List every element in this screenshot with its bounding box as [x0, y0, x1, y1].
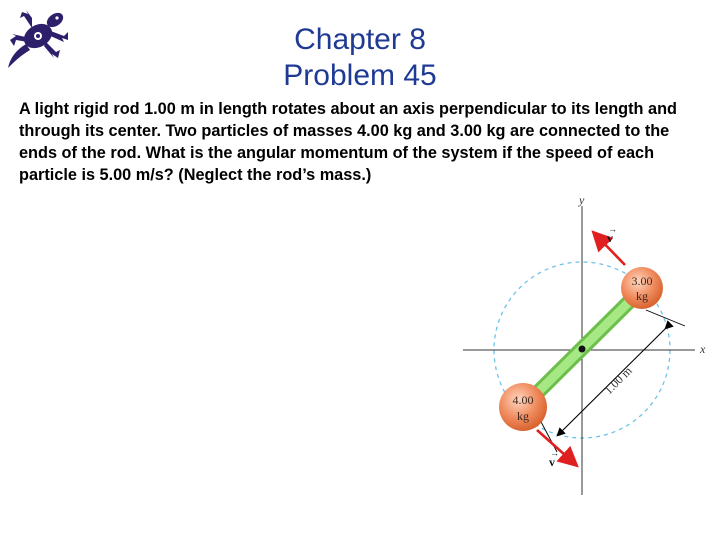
slide-title — [180, 22, 540, 94]
rotating-rod-figure — [455, 190, 715, 500]
length-label: 1.00 m — [601, 363, 635, 398]
velocity-label-top: v — [607, 231, 613, 245]
lizard-logo — [2, 2, 74, 74]
y-axis-label: y — [579, 193, 585, 207]
pivot-point — [579, 346, 586, 353]
mass-bottom-unit: kg — [517, 409, 529, 423]
mass-top-value: 3.00 — [631, 274, 653, 288]
mass-top-unit: kg — [636, 289, 648, 303]
mass-bottom-value: 4.00 — [512, 393, 534, 407]
x-axis-label: x — [700, 342, 706, 356]
chapter-heading: Chapter 8 — [294, 23, 426, 56]
vector-arrow-icon: → — [608, 224, 617, 234]
vector-arrow-icon: → — [550, 448, 559, 458]
problem-statement: A light rigid rod 1.00 m in length rotates about an axis perpendicular to its length and through its center. Two particles of masses 4.00 kg and 3.00 kg are connected to the ends of the rod. What is the angular momentum of the system if the speed of each particle is 5.00 m/s? (Neglect the rod’s mass.) — [19, 100, 677, 184]
problem-heading: Problem 45 — [283, 59, 437, 92]
velocity-arrow-bottom — [537, 430, 575, 464]
mass-4kg — [499, 383, 547, 431]
velocity-label-bottom: v — [549, 455, 555, 469]
